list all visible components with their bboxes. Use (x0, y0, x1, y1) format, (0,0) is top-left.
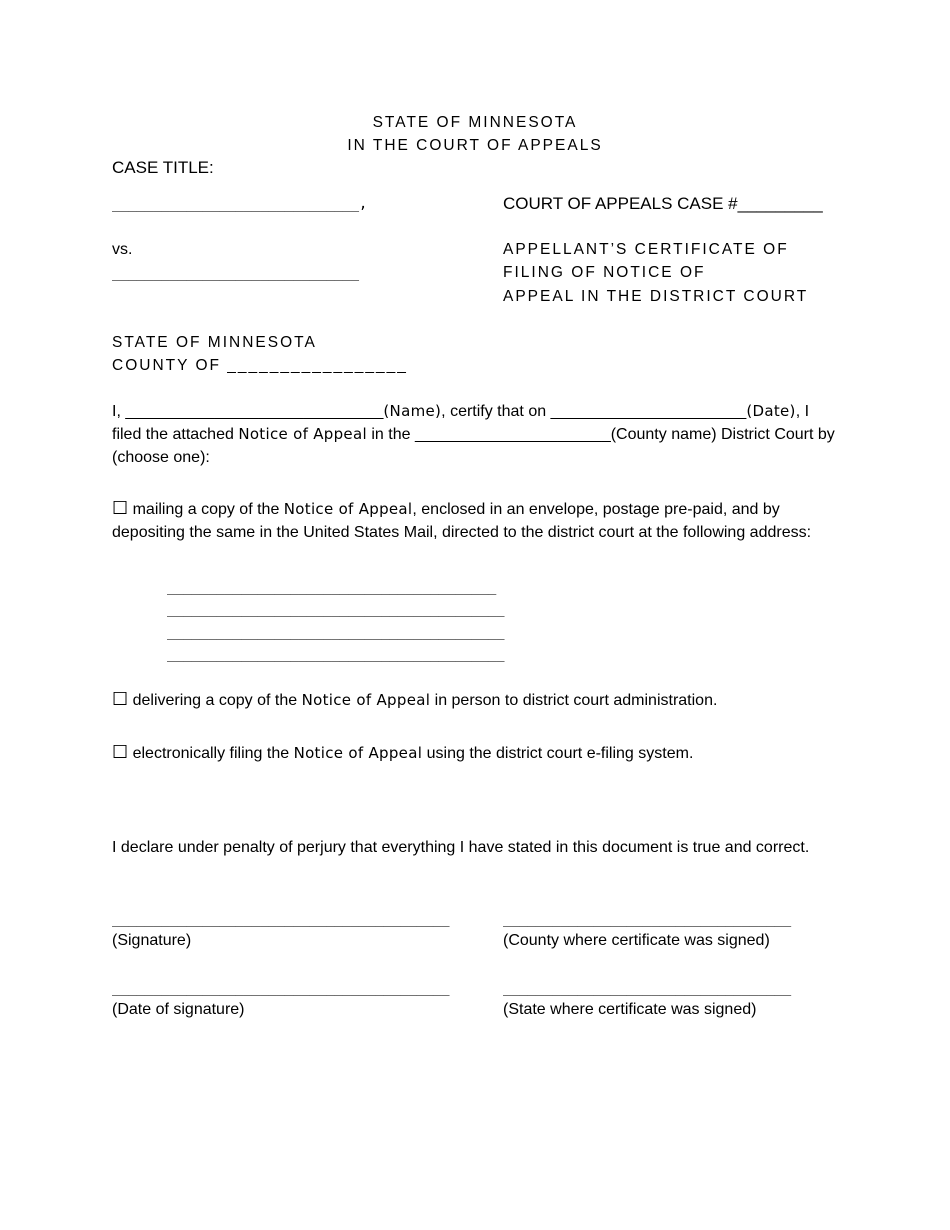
county-blank: ______________________ (414, 426, 611, 443)
cert-in-the: in the (366, 426, 415, 443)
option-mail (112, 497, 840, 544)
option-person-notice: Notice of Appeal (301, 691, 431, 709)
state-signed-blank: ___________________________________ (503, 980, 792, 996)
date-label: (Date) (746, 402, 796, 420)
name-label: (Name) (383, 402, 442, 420)
cert-certify: , certify that on (441, 403, 551, 420)
venue-state: STATE OF MINNESOTA (112, 334, 317, 351)
county-label: (County name) District Court by (choose one): (112, 426, 835, 466)
option-mail-pre: mailing a copy of the (128, 501, 284, 518)
form-title-line1: APPELLANT’S CERTIFICATE OF (503, 241, 789, 258)
option-person (112, 688, 840, 712)
address-line: _________________________________________ (167, 646, 505, 662)
date-signature-blank: _________________________________________ (112, 980, 450, 996)
signature-blank: _________________________________________ (112, 911, 450, 927)
option-mail-notice: Notice of Appeal (283, 500, 413, 518)
name-blank: _____________________________ (125, 403, 384, 420)
vs-label: vs. (112, 241, 133, 258)
case-title-label: CASE TITLE: (112, 158, 214, 177)
cert-i2: , I filed the attached (112, 403, 810, 443)
venue-county: COUNTY OF _________________ (112, 357, 408, 374)
case-number-label: COURT OF APPEALS CASE #_________ (503, 194, 823, 213)
option-electronic-post: using the district court e-filing system. (422, 745, 694, 762)
county-signed-label: (County where certificate was signed) (503, 932, 770, 949)
option-person-pre: delivering a copy of the (128, 692, 302, 709)
checkbox-person[interactable]: ☐ (112, 689, 129, 710)
option-person-post: in person to district court administration. (430, 692, 718, 709)
option-mail-post: , enclosed in an envelope, postage pre-paid, and by depositing the same in the United States Mail, directed to the district court at the following address: (112, 501, 812, 541)
form-title-line3: APPEAL IN THE DISTRICT COURT (503, 288, 809, 305)
state-signed-label: (State where certificate was signed) (503, 1001, 757, 1018)
date-signature-label: (Date of signature) (112, 1001, 245, 1018)
party2-blank: ______________________________ (112, 265, 359, 281)
checkbox-electronic[interactable]: ☐ (112, 742, 129, 763)
county-signed-blank: ___________________________________ (503, 911, 792, 927)
signature-label: (Signature) (112, 932, 192, 949)
address-line: _________________________________________ (167, 624, 505, 640)
address-line: ________________________________________ (167, 579, 497, 595)
header-court: IN THE COURT OF APPEALS (347, 137, 603, 154)
notice-of-appeal-ref: Notice of Appeal (238, 425, 367, 443)
option-electronic (112, 741, 840, 765)
certification-paragraph (112, 400, 840, 469)
address-line: _________________________________________ (167, 601, 505, 617)
checkbox-mail[interactable]: ☐ (112, 498, 129, 519)
declaration-text: I declare under penalty of perjury that everything I have stated in this document is true and correct. (112, 839, 810, 856)
header-state: STATE OF MINNESOTA (372, 114, 578, 131)
option-electronic-notice: Notice of Appeal (293, 744, 423, 762)
date-blank: ______________________ (550, 403, 747, 420)
cert-i: I, (112, 403, 126, 420)
form-title-line2: FILING OF NOTICE OF (503, 264, 706, 281)
option-electronic-pre: electronically filing the (128, 745, 294, 762)
party1-blank: ______________________________, (112, 196, 368, 212)
